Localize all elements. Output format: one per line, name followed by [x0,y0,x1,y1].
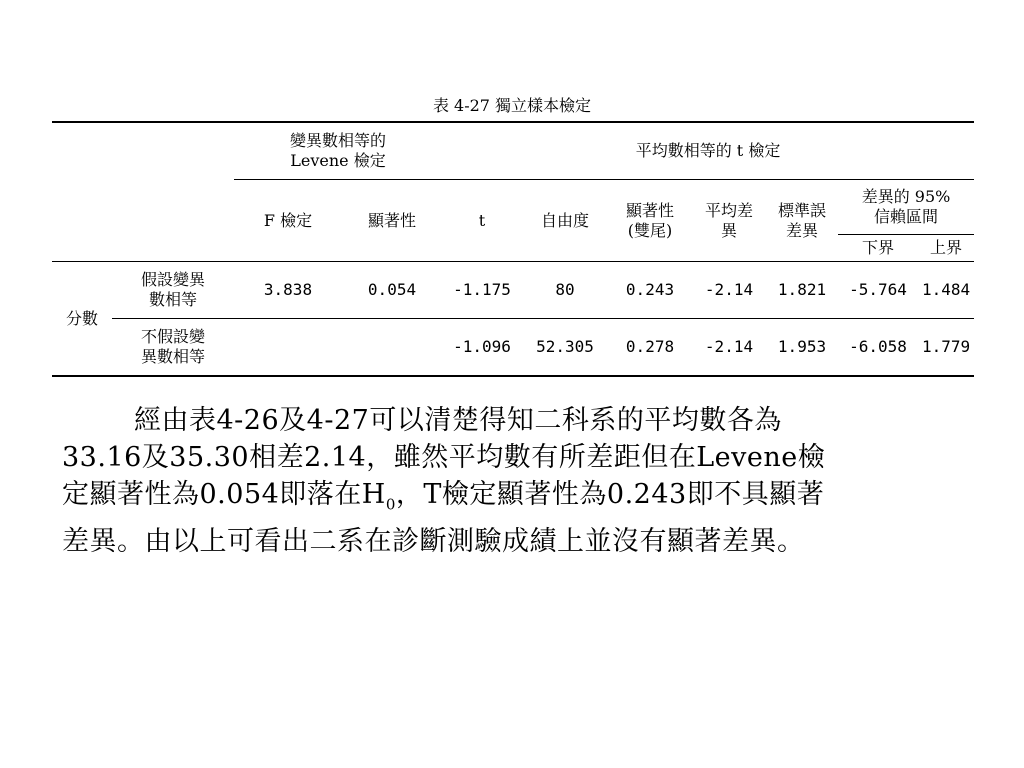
table-row [52,262,974,319]
table-caption: 表 4-27 獨立樣本檢定 [432,96,592,115]
cell-t: -1.175 [442,262,522,319]
cell-f [234,319,342,377]
col-header-f: F 檢定 [263,210,313,230]
cell-sig-two: 0.278 [608,319,692,377]
paragraph-line-2: 33.16及35.30相差2.14，雖然平均數有所差距但在Levene檢 [62,442,826,473]
row-label-unequal-var: 不假設變 異數相等 [112,319,234,377]
cell-df: 52.305 [522,319,608,377]
header-row-2 [52,180,974,235]
cell-sig: 0.054 [342,262,442,319]
col-header-se-diff: 標準誤 差異 [778,200,827,240]
col-header-upper: 上界 [918,235,974,262]
cell-f: 3.838 [234,262,342,319]
levene-group-line1: 變異數相等的 [290,131,387,150]
cell-upper: 1.779 [918,319,974,377]
col-header-sig-two: 顯著性 (雙尾) [626,200,675,240]
header-row-1 [52,122,974,180]
col-header-ci: 差異的 95% 信賴區間 [838,180,974,235]
independent-samples-test-table [52,121,974,377]
col-header-df: 自由度 [541,210,590,230]
cell-se-diff: 1.821 [766,262,838,319]
conclusion-paragraph [62,402,967,560]
paragraph-line-1: 經由表4-26及4-27可以清楚得知二科系的平均數各為 [134,405,782,436]
levene-group-header [234,122,442,180]
cell-sig [342,319,442,377]
table-row [52,319,974,377]
row-label-equal-var: 假設變異 數相等 [112,262,234,319]
cell-mean-diff: -2.14 [692,319,766,377]
paragraph-line-4: 差異。由以上可看出二系在診斷測驗成績上並沒有顯著差異。 [62,526,805,558]
cell-lower: -5.764 [838,262,918,319]
col-header-t: t [478,210,486,230]
levene-group-line2: Levene 檢定 [290,151,386,170]
cell-mean-diff: -2.14 [692,262,766,319]
cell-df: 80 [522,262,608,319]
cell-lower: -6.058 [838,319,918,377]
paragraph-line-3: 定顯著性為0.054即落在$H_0$，T檢定顯著性為0.243即不具顯著 [62,479,825,514]
header-corner [52,122,234,180]
col-header-sig: 顯著性 [368,210,417,230]
h-subscript: 0 [385,495,396,514]
cell-upper: 1.484 [918,262,974,319]
row-group-label: 分數 [52,262,112,377]
cell-sig-two: 0.243 [608,262,692,319]
cell-t: -1.096 [442,319,522,377]
col-header-lower: 下界 [838,235,918,262]
col-header-mean-diff: 平均差 異 [705,200,754,240]
cell-se-diff: 1.953 [766,319,838,377]
ttest-group-header: 平均數相等的 t 檢定 [442,122,974,180]
